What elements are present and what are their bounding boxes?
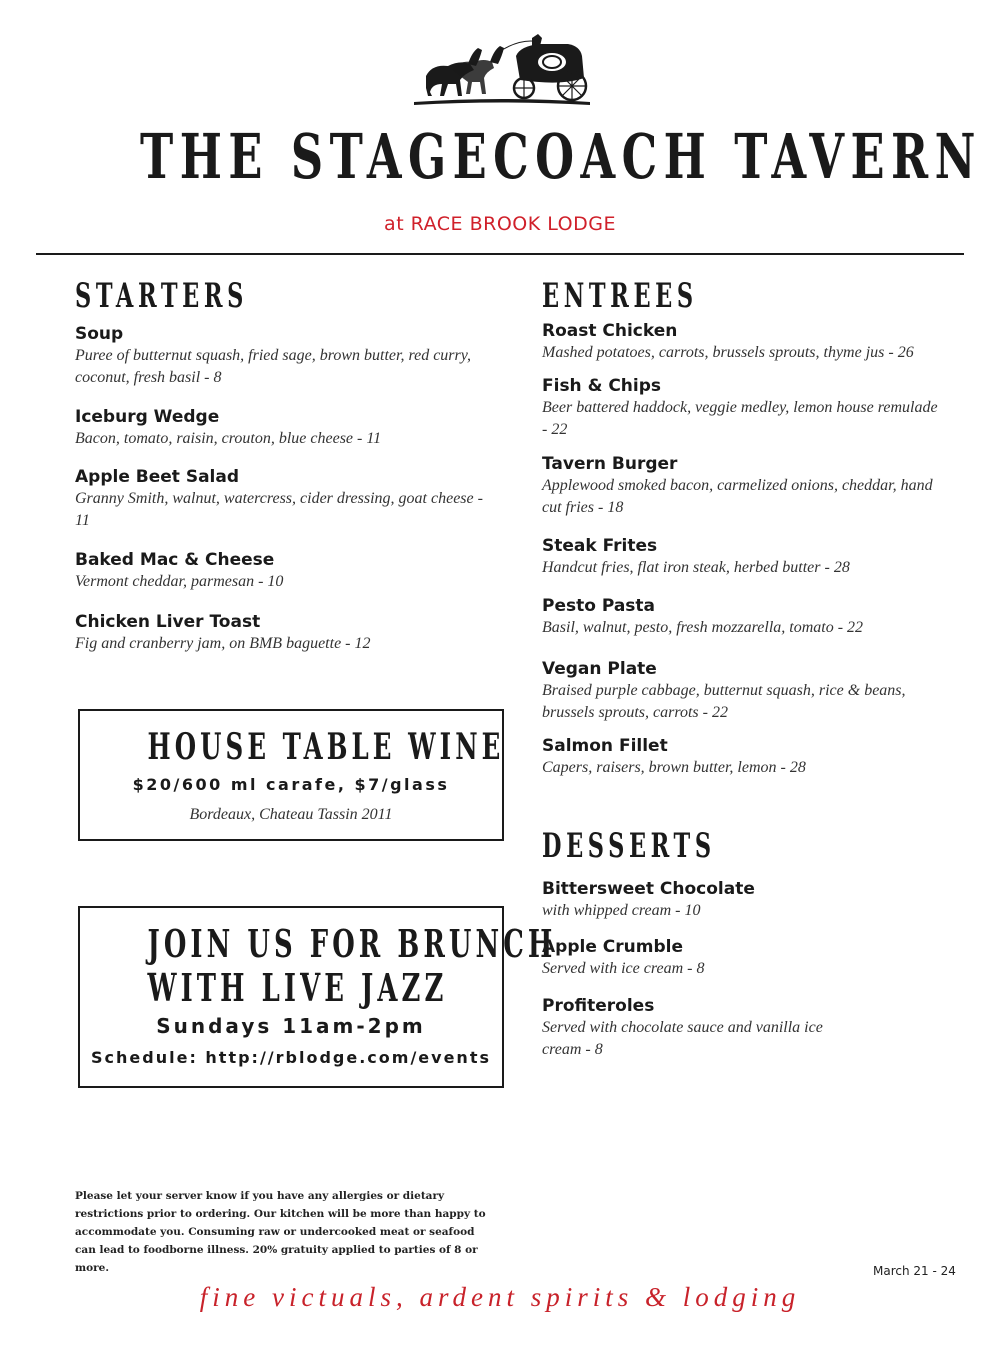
starter-item xyxy=(75,611,485,655)
dessert-item xyxy=(542,878,862,922)
starter-name: Apple Beet Salad xyxy=(75,467,240,487)
house-wine-box xyxy=(78,709,504,841)
entree-desc: Mashed potatoes, carrots, brussels sprouts, thyme jus - 26 xyxy=(542,344,914,361)
dessert-desc: with whipped cream - 10 xyxy=(542,902,701,919)
starter-desc: Fig and cranberry jam, on BMB baguette - 12 xyxy=(75,635,371,652)
entree-name: Steak Frites xyxy=(542,536,658,556)
header-divider xyxy=(36,253,964,255)
starter-desc: Granny Smith, walnut, watercress, cider dressing, goat cheese - 11 xyxy=(75,490,483,529)
starters-heading: STARTERS xyxy=(75,276,248,316)
restaurant-title: THE STAGECOACH TAVERN xyxy=(140,120,982,193)
entree-desc: Handcut fries, flat iron steak, herbed butter - 28 xyxy=(542,559,850,576)
entree-name: Salmon Fillet xyxy=(542,736,668,756)
brunch-line1: JOIN US FOR BRUNCH xyxy=(147,921,557,966)
starter-item xyxy=(75,406,485,450)
brunch-hours: Sundays 11am-2pm xyxy=(156,1014,426,1038)
entree-desc: Braised purple cabbage, butternut squash, rice & beans, brussels sprouts, carrots - 22 xyxy=(542,682,906,721)
entree-item xyxy=(542,658,942,724)
entree-item xyxy=(542,375,942,441)
starter-name: Baked Mac & Cheese xyxy=(75,550,275,570)
wine-price: $20/600 ml carafe, $7/glass xyxy=(132,775,450,794)
entree-item xyxy=(542,595,942,639)
dessert-name: Apple Crumble xyxy=(542,937,683,957)
dessert-item xyxy=(542,936,862,980)
starter-item xyxy=(75,323,485,389)
entree-name: Vegan Plate xyxy=(542,659,657,679)
stagecoach-logo-icon xyxy=(412,30,592,108)
entree-item xyxy=(542,535,942,579)
entrees-heading: ENTREES xyxy=(542,276,698,316)
dessert-desc: Served with ice cream - 8 xyxy=(542,960,705,977)
entree-desc: Beer battered haddock, veggie medley, lemon house remulade - 22 xyxy=(542,399,938,438)
entree-name: Tavern Burger xyxy=(542,454,678,474)
wine-title: HOUSE TABLE WINE xyxy=(147,726,505,768)
dessert-name: Profiteroles xyxy=(542,996,655,1016)
starter-item xyxy=(75,549,485,593)
entree-desc: Basil, walnut, pesto, fresh mozzarella, tomato - 22 xyxy=(542,619,864,636)
starter-name: Chicken Liver Toast xyxy=(75,612,261,632)
starter-name: Iceburg Wedge xyxy=(75,407,220,427)
brunch-schedule-link[interactable]: Schedule: http://rblodge.com/events xyxy=(91,1048,491,1067)
entree-item xyxy=(542,735,942,779)
wine-note: Bordeaux, Chateau Tassin 2011 xyxy=(189,806,393,823)
restaurant-subtitle: at RACE BROOK LODGE xyxy=(384,213,616,235)
starter-desc: Vermont cheddar, parmesan - 10 xyxy=(75,573,284,590)
entree-name: Fish & Chips xyxy=(542,376,662,396)
desserts-heading: DESSERTS xyxy=(542,826,716,866)
allergy-disclaimer: Please let your server know if you have any allergies or dietary restrictions prior to ordering. Our kitchen will be more than happy to accommodate you. Consuming raw or undercooked meat or seafood can lead to foodborne illness. 20% gratuity applied to parties of 8 or more. xyxy=(75,1190,486,1274)
starter-desc: Puree of butternut squash, fried sage, brown butter, red curry, coconut, fresh basil - 8 xyxy=(75,347,471,386)
starter-item xyxy=(75,466,485,532)
brunch-line2: WITH LIVE JAZZ xyxy=(147,965,448,1010)
brunch-box xyxy=(78,906,557,1088)
starter-desc: Bacon, tomato, raisin, crouton, blue cheese - 11 xyxy=(75,430,382,447)
dessert-name: Bittersweet Chocolate xyxy=(542,879,755,899)
dessert-desc: Served with chocolate sauce and vanilla ice cream - 8 xyxy=(542,1019,823,1058)
entree-name: Pesto Pasta xyxy=(542,596,656,616)
entree-desc: Applewood smoked bacon, carmelized onions, cheddar, hand cut fries - 18 xyxy=(542,477,933,516)
starter-name: Soup xyxy=(75,324,124,344)
entree-name: Roast Chicken xyxy=(542,321,678,341)
entree-item xyxy=(542,320,942,364)
dessert-item xyxy=(542,995,862,1061)
entree-desc: Capers, raisers, brown butter, lemon - 28 xyxy=(542,759,806,776)
tagline: fine victuals, ardent spirits & lodging xyxy=(199,1282,801,1312)
entree-item xyxy=(542,453,942,519)
menu-date: March 21 - 24 xyxy=(873,1264,956,1278)
